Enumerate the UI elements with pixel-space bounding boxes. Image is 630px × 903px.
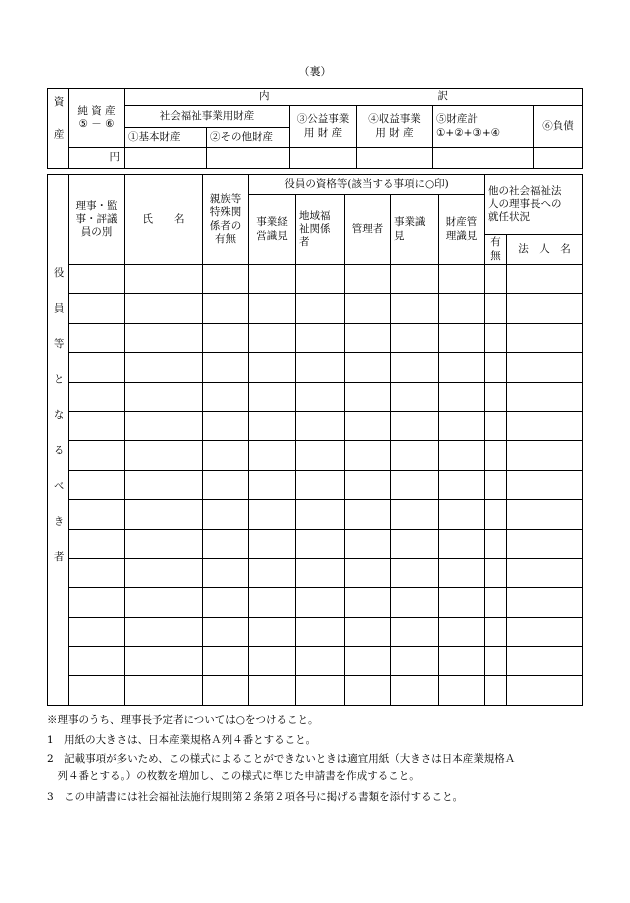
table-cell[interactable] bbox=[485, 294, 507, 323]
table-cell[interactable] bbox=[69, 411, 125, 440]
table-cell[interactable] bbox=[125, 411, 203, 440]
table-cell[interactable] bbox=[69, 588, 125, 617]
table-cell[interactable] bbox=[485, 588, 507, 617]
table-cell[interactable] bbox=[439, 588, 485, 617]
table-cell[interactable] bbox=[296, 617, 345, 646]
table-cell[interactable] bbox=[507, 294, 583, 323]
table-cell[interactable] bbox=[203, 588, 249, 617]
table-cell[interactable] bbox=[125, 558, 203, 587]
table-cell[interactable] bbox=[391, 529, 439, 558]
table-cell[interactable] bbox=[439, 558, 485, 587]
table-cell[interactable] bbox=[249, 470, 296, 499]
table-cell[interactable] bbox=[439, 470, 485, 499]
table-cell[interactable] bbox=[69, 441, 125, 470]
table-cell[interactable] bbox=[485, 617, 507, 646]
table-cell[interactable] bbox=[485, 529, 507, 558]
table-cell[interactable] bbox=[125, 676, 203, 705]
net-assets-header: 純 資 産 ⑤ － ⑥ bbox=[69, 89, 125, 148]
table-cell[interactable] bbox=[391, 588, 439, 617]
breakdown-header: 内 訳 bbox=[125, 89, 583, 106]
q-business-header: 事業経 営識見 bbox=[249, 195, 296, 265]
table-cell[interactable] bbox=[485, 323, 507, 352]
q-finance-header: 財産管 理識見 bbox=[439, 195, 485, 265]
table-cell[interactable] bbox=[391, 647, 439, 676]
table-cell[interactable] bbox=[507, 647, 583, 676]
table-cell[interactable] bbox=[485, 470, 507, 499]
table-row bbox=[48, 676, 583, 705]
table-row bbox=[48, 294, 583, 323]
table-cell[interactable] bbox=[249, 558, 296, 587]
table-cell[interactable] bbox=[507, 441, 583, 470]
table-cell[interactable] bbox=[203, 441, 249, 470]
table-cell[interactable] bbox=[249, 411, 296, 440]
revenue-property-header: ④収益事業 用 財 産 bbox=[357, 106, 433, 148]
table-cell[interactable] bbox=[203, 500, 249, 529]
table-cell[interactable] bbox=[203, 470, 249, 499]
table-cell[interactable] bbox=[345, 617, 391, 646]
table-cell[interactable] bbox=[345, 411, 391, 440]
table-cell[interactable] bbox=[203, 323, 249, 352]
table-cell[interactable] bbox=[296, 529, 345, 558]
col-qualification-header: 役員の資格等(該当する事項に○印) bbox=[249, 175, 485, 195]
table-cell[interactable] bbox=[249, 500, 296, 529]
table-cell[interactable] bbox=[203, 265, 249, 294]
table-cell[interactable] bbox=[485, 441, 507, 470]
col-name-header: 氏 名 bbox=[125, 175, 203, 265]
table-cell[interactable] bbox=[203, 382, 249, 411]
table-cell[interactable] bbox=[69, 353, 125, 382]
table-cell[interactable] bbox=[507, 382, 583, 411]
yen-unit: 円 bbox=[69, 148, 125, 169]
table-row bbox=[48, 265, 583, 294]
table-cell[interactable] bbox=[203, 558, 249, 587]
table-cell[interactable] bbox=[391, 617, 439, 646]
table-cell[interactable] bbox=[296, 558, 345, 587]
table-cell[interactable] bbox=[203, 411, 249, 440]
table-cell[interactable] bbox=[439, 529, 485, 558]
table-cell[interactable] bbox=[507, 323, 583, 352]
col-other-header: 他の社会福祉法 人の理事長への 就任状況 bbox=[485, 175, 583, 235]
q-community-header: 地域福 祉関係 者 bbox=[296, 195, 345, 265]
table-row bbox=[48, 647, 583, 676]
note-line: 1 用紙の大きさは、日本産業規格Ａ列４番とすること。 bbox=[47, 734, 317, 746]
table-cell[interactable] bbox=[69, 529, 125, 558]
table-cell[interactable] bbox=[345, 558, 391, 587]
table-cell[interactable] bbox=[69, 647, 125, 676]
table-cell[interactable] bbox=[69, 294, 125, 323]
table-row bbox=[48, 588, 583, 617]
table-cell[interactable] bbox=[249, 647, 296, 676]
table-cell[interactable] bbox=[125, 500, 203, 529]
table-cell[interactable] bbox=[296, 470, 345, 499]
table-row bbox=[48, 500, 583, 529]
q-manager-header: 管理者 bbox=[345, 195, 391, 265]
table-cell[interactable] bbox=[249, 441, 296, 470]
col-relative-header: 親族等 特殊関 係者の 有無 bbox=[203, 175, 249, 265]
table-cell[interactable] bbox=[391, 558, 439, 587]
table-cell[interactable] bbox=[249, 588, 296, 617]
note-line: 列４番とする。）の枚数を増加し、この様式に準じた申請書を作成すること。 bbox=[47, 770, 420, 782]
table-cell[interactable] bbox=[125, 647, 203, 676]
table-cell[interactable] bbox=[439, 647, 485, 676]
table-cell[interactable] bbox=[345, 353, 391, 382]
table-cell[interactable] bbox=[485, 500, 507, 529]
table-cell[interactable] bbox=[125, 294, 203, 323]
table-cell[interactable] bbox=[439, 411, 485, 440]
table-cell[interactable] bbox=[125, 617, 203, 646]
table-cell[interactable] bbox=[69, 265, 125, 294]
basic-property-header: ①基本財産 bbox=[125, 128, 207, 148]
table-cell[interactable] bbox=[485, 558, 507, 587]
table-cell[interactable] bbox=[249, 617, 296, 646]
public-property-value[interactable] bbox=[290, 148, 357, 169]
table-cell[interactable] bbox=[507, 676, 583, 705]
table-cell[interactable] bbox=[69, 470, 125, 499]
table-row bbox=[48, 382, 583, 411]
note-line: 3 この申請書には社会福祉法施行規則第２条第２項各号に掲げる書類を添付すること。 bbox=[47, 791, 464, 803]
q-knowledge-header: 事業識 見 bbox=[391, 195, 439, 265]
table-cell[interactable] bbox=[439, 382, 485, 411]
table-row bbox=[48, 411, 583, 440]
table-cell[interactable] bbox=[296, 265, 345, 294]
table-cell[interactable] bbox=[391, 500, 439, 529]
table-row bbox=[48, 441, 583, 470]
table-cell[interactable] bbox=[485, 647, 507, 676]
col-yesno-header: 有 無 bbox=[485, 235, 507, 265]
table-cell[interactable] bbox=[203, 353, 249, 382]
table-cell[interactable] bbox=[345, 470, 391, 499]
table-cell[interactable] bbox=[69, 558, 125, 587]
table-cell[interactable] bbox=[345, 529, 391, 558]
table-row bbox=[48, 323, 583, 352]
table-cell[interactable] bbox=[391, 265, 439, 294]
table-cell[interactable] bbox=[203, 529, 249, 558]
table-cell[interactable] bbox=[125, 588, 203, 617]
table-cell[interactable] bbox=[485, 353, 507, 382]
table-cell[interactable] bbox=[203, 647, 249, 676]
liabilities-value[interactable] bbox=[534, 148, 583, 169]
table-cell[interactable] bbox=[125, 382, 203, 411]
table-cell[interactable] bbox=[203, 617, 249, 646]
table-cell[interactable] bbox=[507, 588, 583, 617]
table-cell[interactable] bbox=[391, 411, 439, 440]
table-cell[interactable] bbox=[345, 382, 391, 411]
welfare-property-header: 社会福祉事業用財産 bbox=[125, 106, 290, 128]
table-row bbox=[48, 558, 583, 587]
table-cell[interactable] bbox=[439, 441, 485, 470]
table-cell[interactable] bbox=[125, 470, 203, 499]
table-cell[interactable] bbox=[507, 617, 583, 646]
officers-side-label: 役員等となるべき者 bbox=[48, 175, 69, 706]
table-cell[interactable] bbox=[507, 265, 583, 294]
table-cell[interactable] bbox=[507, 411, 583, 440]
table-cell[interactable] bbox=[249, 265, 296, 294]
table-cell[interactable] bbox=[125, 265, 203, 294]
property-total-header: ⑤財産計 ①+②+③+④ bbox=[433, 106, 534, 148]
table-cell[interactable] bbox=[296, 323, 345, 352]
public-property-header: ③公益事業 用 財 産 bbox=[290, 106, 357, 148]
table-cell[interactable] bbox=[345, 647, 391, 676]
table-cell[interactable] bbox=[439, 676, 485, 705]
table-cell[interactable] bbox=[485, 382, 507, 411]
table-row bbox=[48, 617, 583, 646]
table-cell[interactable] bbox=[391, 323, 439, 352]
table-cell[interactable] bbox=[249, 382, 296, 411]
other-property-value[interactable] bbox=[207, 148, 290, 169]
page-title: （裏） bbox=[298, 65, 332, 78]
table-cell[interactable] bbox=[391, 353, 439, 382]
assets-side-label: 資産 bbox=[48, 89, 69, 169]
liabilities-header: ⑥負債 bbox=[534, 106, 583, 148]
table-cell[interactable] bbox=[296, 294, 345, 323]
table-cell[interactable] bbox=[391, 382, 439, 411]
table-cell[interactable] bbox=[345, 588, 391, 617]
table-cell[interactable] bbox=[203, 294, 249, 323]
table-cell[interactable] bbox=[439, 617, 485, 646]
table-cell[interactable] bbox=[296, 382, 345, 411]
table-cell[interactable] bbox=[391, 441, 439, 470]
table-cell[interactable] bbox=[345, 500, 391, 529]
table-cell[interactable] bbox=[125, 323, 203, 352]
table-cell[interactable] bbox=[391, 676, 439, 705]
table-cell[interactable] bbox=[485, 676, 507, 705]
table-cell[interactable] bbox=[507, 500, 583, 529]
table-cell[interactable] bbox=[507, 353, 583, 382]
table-cell[interactable] bbox=[345, 323, 391, 352]
table-row bbox=[48, 470, 583, 499]
table-cell[interactable] bbox=[69, 676, 125, 705]
table-cell[interactable] bbox=[249, 323, 296, 352]
table-cell[interactable] bbox=[249, 529, 296, 558]
table-cell[interactable] bbox=[249, 294, 296, 323]
table-cell[interactable] bbox=[507, 558, 583, 587]
other-property-header: ②その他財産 bbox=[207, 128, 290, 148]
table-cell[interactable] bbox=[485, 265, 507, 294]
table-cell[interactable] bbox=[249, 676, 296, 705]
table-cell[interactable] bbox=[69, 323, 125, 352]
table-cell[interactable] bbox=[345, 441, 391, 470]
table-cell[interactable] bbox=[439, 323, 485, 352]
table-cell[interactable] bbox=[125, 441, 203, 470]
col-type-header: 理事・監 事・評議 員の別 bbox=[69, 175, 125, 265]
note-line: ※理事のうち、理事長予定者については○をつけること。 bbox=[47, 714, 319, 726]
table-cell[interactable] bbox=[125, 529, 203, 558]
col-corp-header: 法 人 名 bbox=[507, 235, 583, 265]
table-cell[interactable] bbox=[439, 353, 485, 382]
property-total-value[interactable] bbox=[433, 148, 534, 169]
table-cell[interactable] bbox=[439, 500, 485, 529]
table-cell[interactable] bbox=[507, 470, 583, 499]
table-cell[interactable] bbox=[485, 411, 507, 440]
table-row bbox=[48, 353, 583, 382]
table-cell[interactable] bbox=[69, 500, 125, 529]
table-cell[interactable] bbox=[296, 441, 345, 470]
table-cell[interactable] bbox=[296, 588, 345, 617]
note-line: 2 記載事項が多いため、この様式によることができないときは適宜用紙（大きさは日本産業規格Ａ bbox=[47, 753, 516, 765]
table-cell[interactable] bbox=[439, 294, 485, 323]
basic-property-value[interactable] bbox=[125, 148, 207, 169]
table-cell[interactable] bbox=[391, 470, 439, 499]
table-cell[interactable] bbox=[507, 529, 583, 558]
table-cell[interactable] bbox=[345, 265, 391, 294]
officers-table bbox=[47, 174, 583, 706]
table-cell[interactable] bbox=[296, 411, 345, 440]
table-cell[interactable] bbox=[125, 353, 203, 382]
table-cell[interactable] bbox=[391, 294, 439, 323]
table-cell[interactable] bbox=[249, 353, 296, 382]
table-cell[interactable] bbox=[345, 294, 391, 323]
table-cell[interactable] bbox=[69, 617, 125, 646]
assets-table bbox=[47, 88, 583, 169]
table-cell[interactable] bbox=[69, 382, 125, 411]
table-cell[interactable] bbox=[296, 647, 345, 676]
table-cell[interactable] bbox=[296, 500, 345, 529]
table-cell[interactable] bbox=[345, 676, 391, 705]
table-cell[interactable] bbox=[203, 676, 249, 705]
table-cell[interactable] bbox=[296, 676, 345, 705]
table-row bbox=[48, 529, 583, 558]
table-cell[interactable] bbox=[296, 353, 345, 382]
revenue-property-value[interactable] bbox=[357, 148, 433, 169]
table-cell[interactable] bbox=[439, 265, 485, 294]
